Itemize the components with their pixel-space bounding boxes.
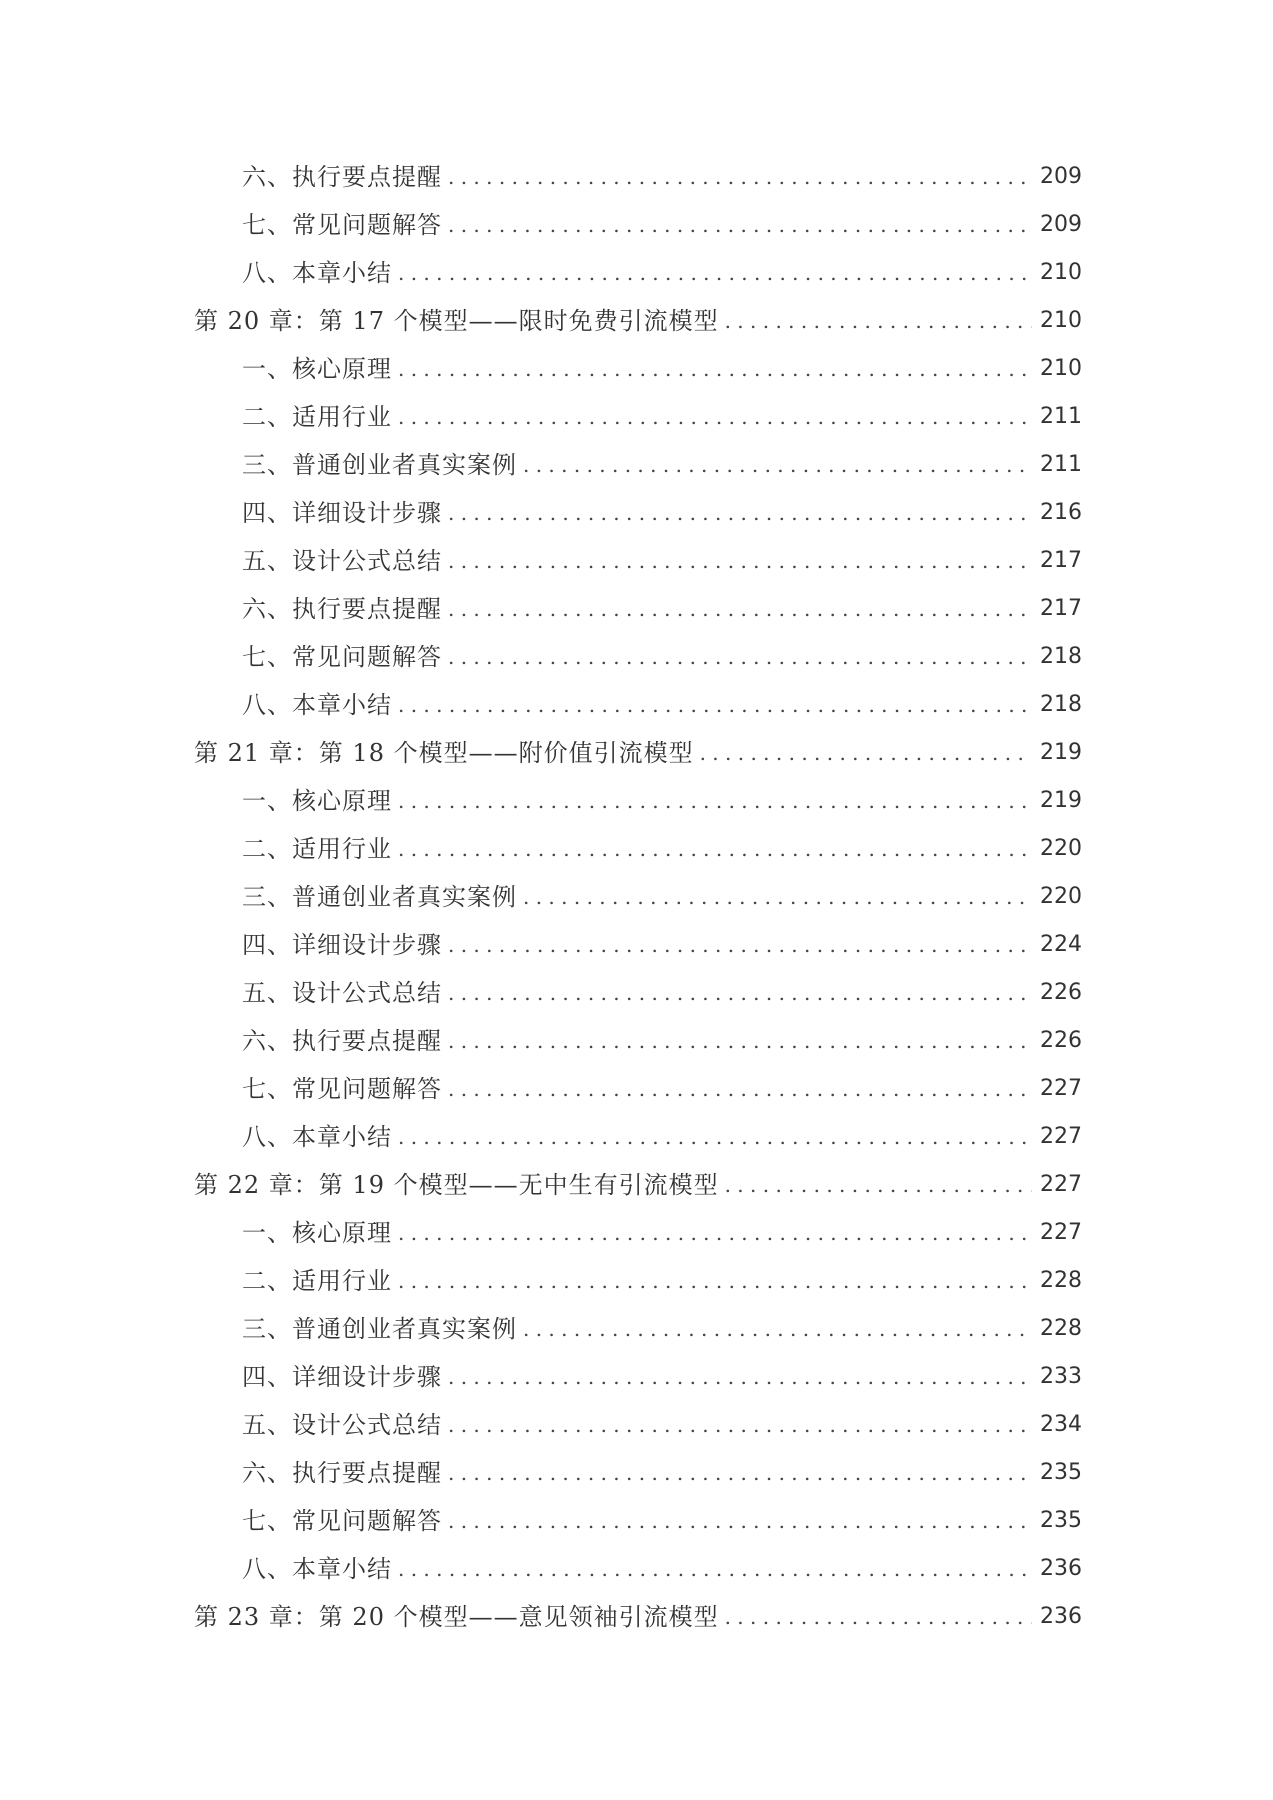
toc-dot-leader	[448, 585, 1032, 633]
toc-dot-leader	[398, 1209, 1032, 1257]
toc-dot-leader	[725, 1593, 1032, 1641]
toc-dot-leader	[448, 1449, 1032, 1497]
toc-entry-title: 八、本章小结	[242, 1555, 392, 1583]
toc-dot-leader	[725, 1161, 1032, 1209]
toc-entry-title: 二、适用行业	[242, 403, 392, 431]
toc-page-number: 233	[1040, 1364, 1082, 1389]
toc-section-entry[interactable]	[194, 345, 1082, 393]
toc-entry-title: 四、详细设计步骤	[242, 1363, 442, 1391]
toc-page-number: 210	[1040, 308, 1082, 333]
toc-section-entry[interactable]	[194, 1353, 1082, 1401]
toc-dot-leader	[448, 921, 1032, 969]
toc-entry-title: 五、设计公式总结	[242, 979, 442, 1007]
toc-section-entry[interactable]	[194, 201, 1082, 249]
toc-dot-leader	[448, 1065, 1032, 1113]
toc-dot-leader	[523, 873, 1032, 921]
toc-dot-leader	[448, 489, 1032, 537]
toc-section-entry[interactable]	[194, 1113, 1082, 1161]
toc-entry-title: 八、本章小结	[242, 1123, 392, 1151]
toc-chapter-entry[interactable]	[194, 1593, 1082, 1641]
toc-dot-leader	[448, 969, 1032, 1017]
toc-entry-title: 第 23 章：第 20 个模型——意见领袖引流模型	[194, 1603, 719, 1631]
toc-entry-title: 四、详细设计步骤	[242, 931, 442, 959]
toc-page-number: 226	[1040, 980, 1082, 1005]
toc-page-number: 220	[1040, 884, 1082, 909]
toc-chapter-entry[interactable]	[194, 729, 1082, 777]
toc-page-number: 219	[1040, 740, 1082, 765]
toc-dot-leader	[448, 633, 1032, 681]
toc-section-entry[interactable]	[194, 633, 1082, 681]
toc-entry-title: 二、适用行业	[242, 835, 392, 863]
toc-entry-title: 第 21 章：第 18 个模型——附价值引流模型	[194, 739, 694, 767]
toc-chapter-entry[interactable]	[194, 297, 1082, 345]
toc-section-entry[interactable]	[194, 153, 1082, 201]
toc-page-number: 211	[1040, 452, 1082, 477]
toc-page-number: 234	[1040, 1412, 1082, 1437]
toc-entry-title: 二、适用行业	[242, 1267, 392, 1295]
toc-page-number: 228	[1040, 1268, 1082, 1293]
toc-dot-leader	[398, 1113, 1032, 1161]
toc-entry-title: 八、本章小结	[242, 259, 392, 287]
toc-section-entry[interactable]	[194, 249, 1082, 297]
toc-page-number: 227	[1040, 1076, 1082, 1101]
toc-dot-leader	[398, 825, 1032, 873]
toc-section-entry[interactable]	[194, 1065, 1082, 1113]
toc-page-number: 228	[1040, 1316, 1082, 1341]
toc-page-number: 211	[1040, 404, 1082, 429]
toc-section-entry[interactable]	[194, 1545, 1082, 1593]
toc-section-entry[interactable]	[194, 1305, 1082, 1353]
toc-entry-title: 四、详细设计步骤	[242, 499, 442, 527]
toc-entry-title: 三、普通创业者真实案例	[242, 451, 517, 479]
toc-page-number: 236	[1040, 1556, 1082, 1581]
toc-dot-leader	[398, 1545, 1032, 1593]
toc-section-entry[interactable]	[194, 873, 1082, 921]
toc-entry-title: 三、普通创业者真实案例	[242, 1315, 517, 1343]
toc-section-entry[interactable]	[194, 681, 1082, 729]
toc-page-number: 235	[1040, 1508, 1082, 1533]
toc-section-entry[interactable]	[194, 537, 1082, 585]
toc-dot-leader	[398, 777, 1032, 825]
toc-entry-title: 三、普通创业者真实案例	[242, 883, 517, 911]
toc-dot-leader	[398, 681, 1032, 729]
toc-page-number: 218	[1040, 692, 1082, 717]
toc-entry-title: 六、执行要点提醒	[242, 1027, 442, 1055]
toc-dot-leader	[398, 249, 1032, 297]
toc-page-number: 217	[1040, 596, 1082, 621]
toc-entry-title: 六、执行要点提醒	[242, 1459, 442, 1487]
toc-section-entry[interactable]	[194, 1401, 1082, 1449]
toc-page-number: 209	[1040, 164, 1082, 189]
toc-entry-title: 五、设计公式总结	[242, 547, 442, 575]
toc-page-number: 224	[1040, 932, 1082, 957]
toc-entry-title: 八、本章小结	[242, 691, 392, 719]
toc-entry-title: 一、核心原理	[242, 355, 392, 383]
toc-dot-leader	[448, 153, 1032, 201]
toc-page-number: 235	[1040, 1460, 1082, 1485]
toc-dot-leader	[398, 1257, 1032, 1305]
toc-section-entry[interactable]	[194, 825, 1082, 873]
toc-chapter-entry[interactable]	[194, 1161, 1082, 1209]
toc-dot-leader	[448, 1497, 1032, 1545]
toc-section-entry[interactable]	[194, 441, 1082, 489]
toc-dot-leader	[448, 1017, 1032, 1065]
toc-page-number: 227	[1040, 1220, 1082, 1245]
toc-page-number: 210	[1040, 356, 1082, 381]
toc-section-entry[interactable]	[194, 969, 1082, 1017]
toc-section-entry[interactable]	[194, 1017, 1082, 1065]
toc-entry-title: 六、执行要点提醒	[242, 595, 442, 623]
toc-dot-leader	[448, 1401, 1032, 1449]
toc-dot-leader	[448, 1353, 1032, 1401]
toc-dot-leader	[700, 729, 1032, 777]
toc-page-number: 209	[1040, 212, 1082, 237]
toc-page-number: 227	[1040, 1124, 1082, 1149]
toc-section-entry[interactable]	[194, 393, 1082, 441]
toc-entry-title: 第 22 章：第 19 个模型——无中生有引流模型	[194, 1171, 719, 1199]
toc-dot-leader	[725, 297, 1032, 345]
toc-section-entry[interactable]	[194, 921, 1082, 969]
toc-dot-leader	[523, 1305, 1032, 1353]
toc-page-number: 210	[1040, 260, 1082, 285]
toc-entry-title: 六、执行要点提醒	[242, 163, 442, 191]
toc-section-entry[interactable]	[194, 1497, 1082, 1545]
toc-section-entry[interactable]	[194, 1449, 1082, 1497]
toc-page-number: 219	[1040, 788, 1082, 813]
toc-page-number: 236	[1040, 1604, 1082, 1629]
toc-entry-title: 七、常见问题解答	[242, 1507, 442, 1535]
toc-entry-title: 七、常见问题解答	[242, 643, 442, 671]
toc-dot-leader	[448, 537, 1032, 585]
toc-section-entry[interactable]	[194, 777, 1082, 825]
toc-entry-title: 一、核心原理	[242, 1219, 392, 1247]
toc-page-number: 227	[1040, 1172, 1082, 1197]
toc-entry-title: 七、常见问题解答	[242, 1075, 442, 1103]
toc-entry-title: 七、常见问题解答	[242, 211, 442, 239]
toc-page-number: 216	[1040, 500, 1082, 525]
toc-section-entry[interactable]	[194, 489, 1082, 537]
toc-page-number: 217	[1040, 548, 1082, 573]
toc-dot-leader	[398, 393, 1032, 441]
toc-section-entry[interactable]	[194, 1209, 1082, 1257]
table-of-contents	[194, 153, 1082, 1641]
toc-section-entry[interactable]	[194, 585, 1082, 633]
toc-dot-leader	[523, 441, 1032, 489]
toc-section-entry[interactable]	[194, 1257, 1082, 1305]
toc-page-number: 220	[1040, 836, 1082, 861]
toc-page-number: 218	[1040, 644, 1082, 669]
toc-dot-leader	[448, 201, 1032, 249]
toc-entry-title: 第 20 章：第 17 个模型——限时免费引流模型	[194, 307, 719, 335]
toc-dot-leader	[398, 345, 1032, 393]
toc-entry-title: 一、核心原理	[242, 787, 392, 815]
toc-page-number: 226	[1040, 1028, 1082, 1053]
toc-entry-title: 五、设计公式总结	[242, 1411, 442, 1439]
